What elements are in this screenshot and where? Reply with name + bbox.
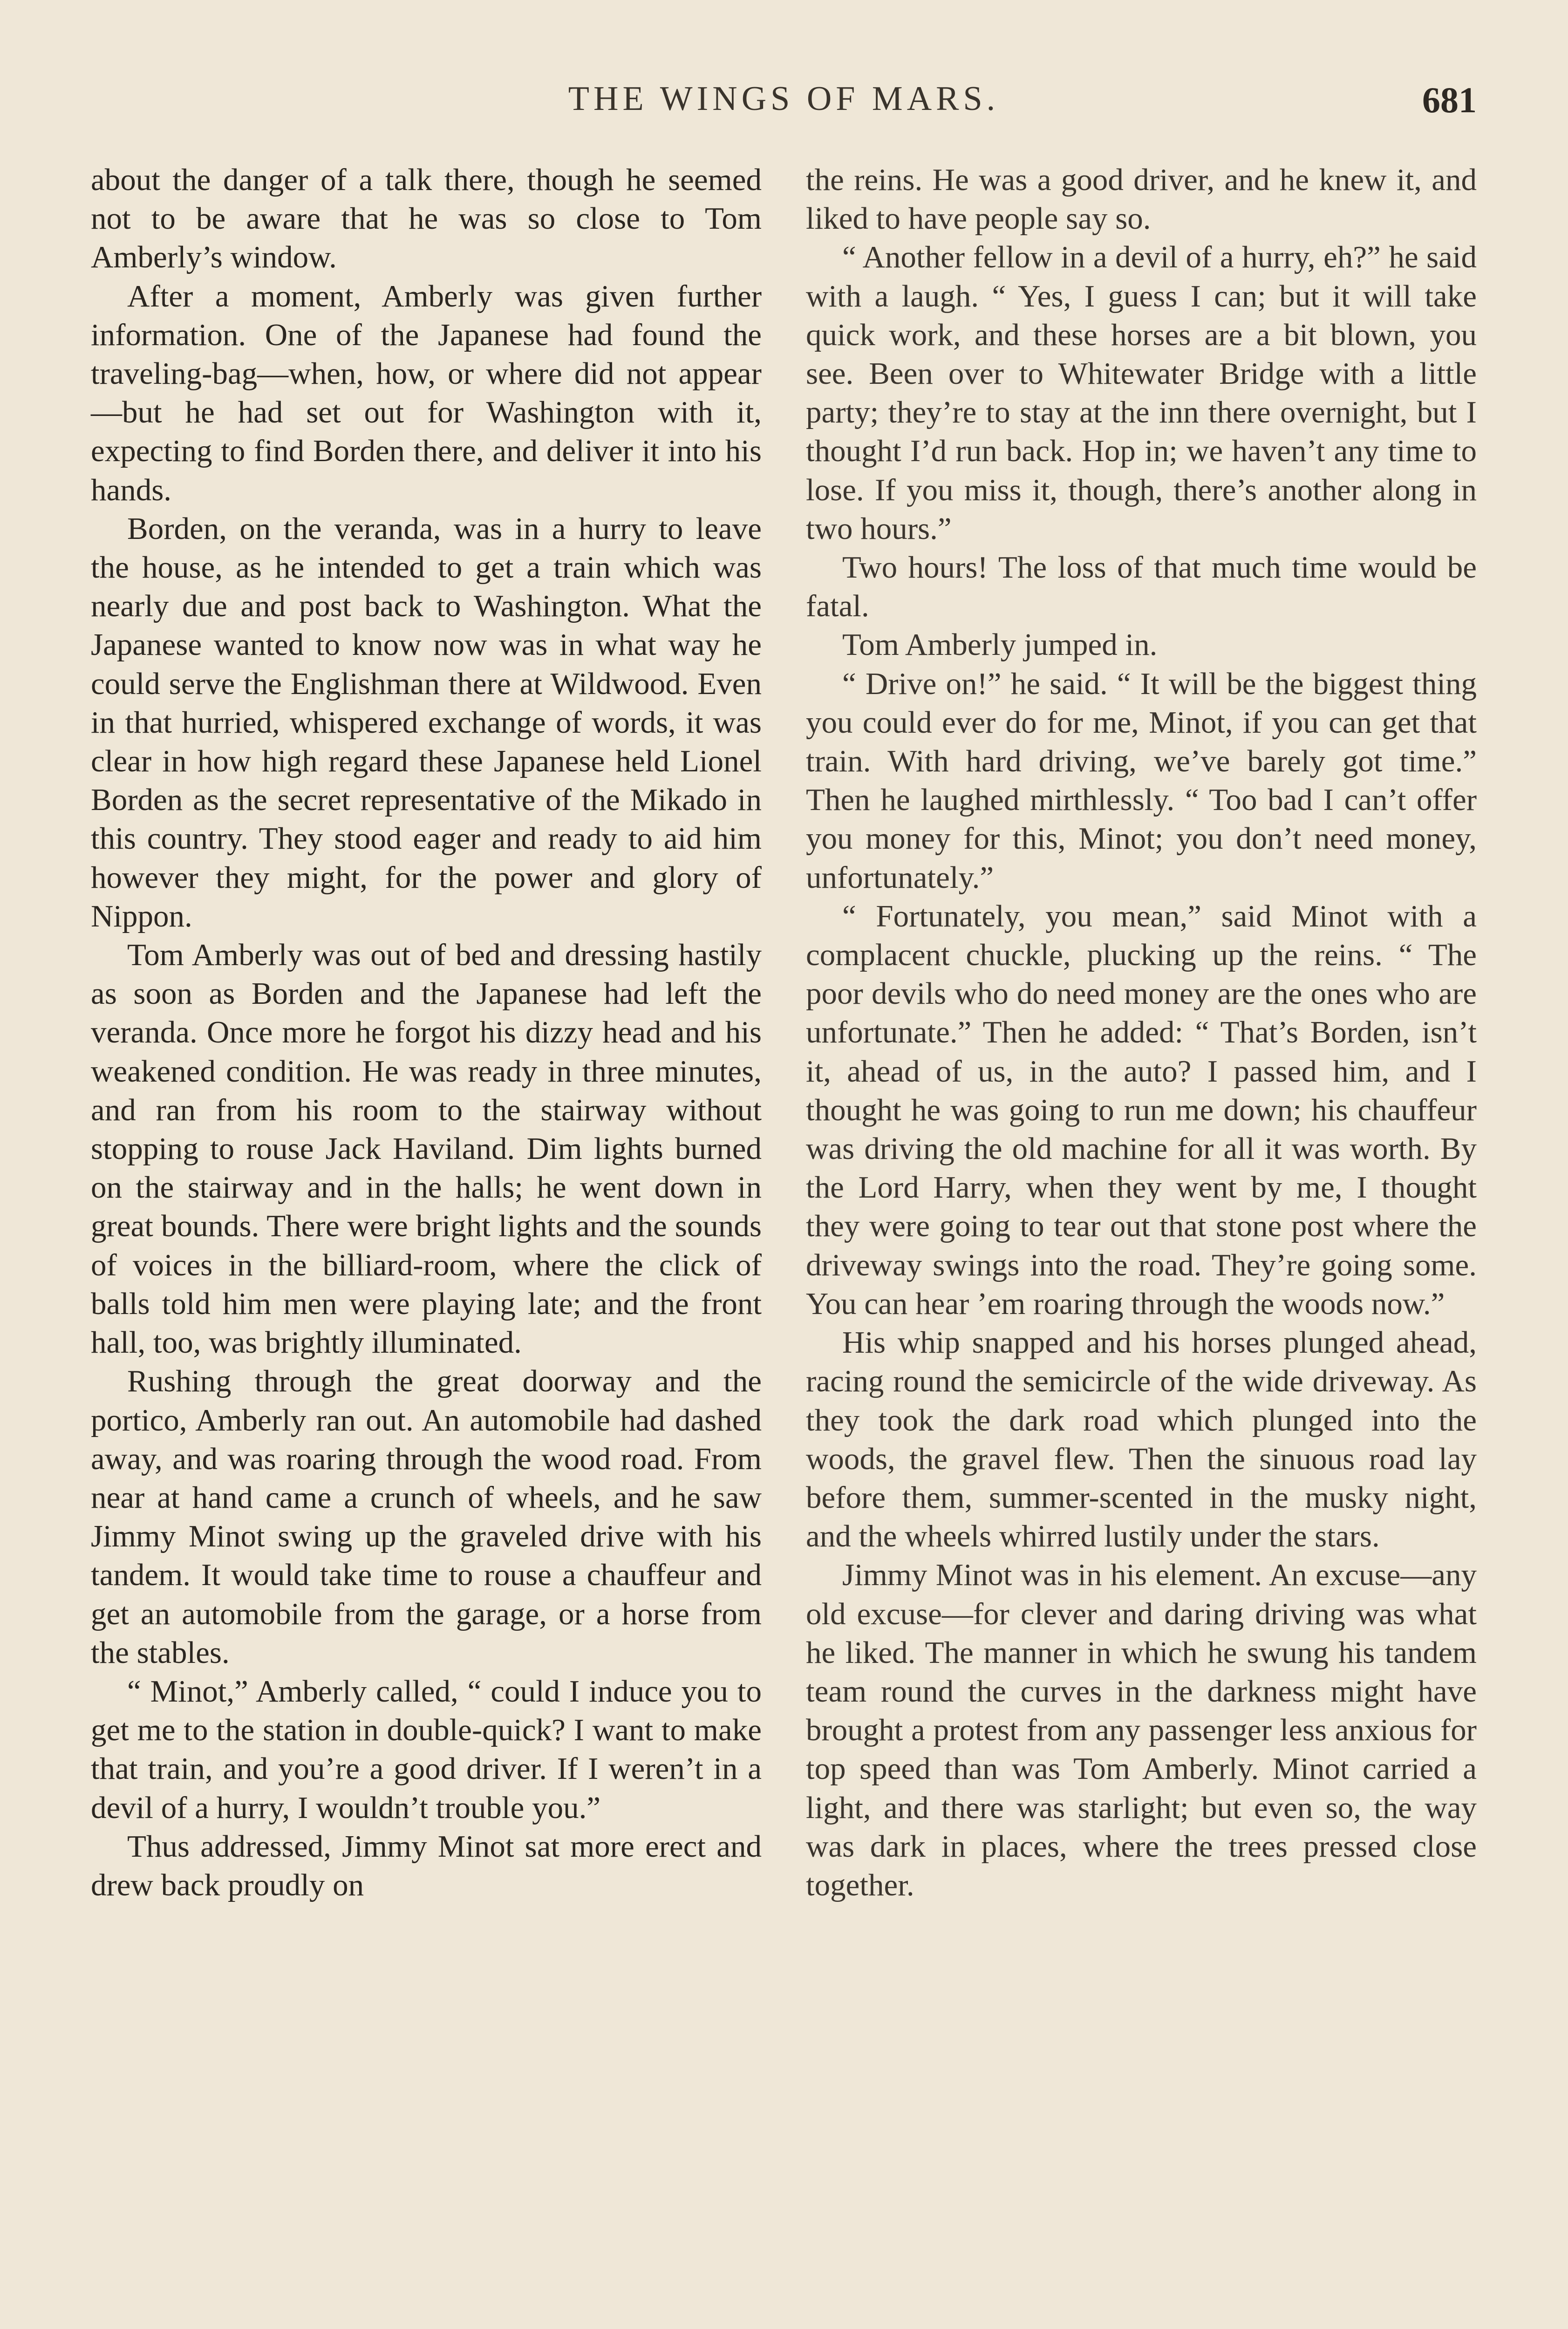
right-column — [806, 161, 1477, 1905]
paragraph: After a moment, Amberly was given further information. One of the Japanese had found the traveling-bag—when, how, or where did not appear—but he had set out for Washington with it, expecting to find Borden there, and deliver it into his hands. — [91, 279, 762, 507]
running-title: THE WINGS OF MARS. — [568, 80, 1000, 118]
paragraph: about the danger of a talk there, though he seemed not to be aware that he was so close to Tom Amberly’s window. — [91, 163, 762, 275]
paragraph: “ Drive on!” he said. “ It will be the biggest thing you could ever do for me, Minot, if you can get that train. With hard driving, we’ve barely got time.” Then he laughed mirthlessly. “ Too bad I can’t offer you money for this, Minot; you don’t need money, unfortunately.” — [806, 666, 1477, 895]
paragraph: Tom Amberly was out of bed and dressing hastily as soon as Borden and the Japanese had left the veranda. Once more he forgot his dizzy head and his weakened condition. He was ready in three minutes, and ran from his room to the stairway without stopping to rouse Jack Haviland. Dim lights burned on the stairway and in the halls; he went down in great bounds. There were bright lights and the sounds of voices in the billiard-room, where the click of balls told him men were playing late; and the front hall, too, was brightly illuminated. — [91, 938, 762, 1360]
paragraph: Borden, on the veranda, was in a hurry to leave the house, as he intended to get a train which was nearly due and post back to Washington. What the Japanese wanted to know now was in what way he could serve the Englishman there at Wildwood. Even in that hurried, whispered exchange of words, it was clear in how high regard these Japanese held Lionel Borden as the secret representative of the Mikado in this country. They stood eager and ready to aid him however they might, for the power and glory of Nippon. — [91, 511, 762, 933]
paragraph: “ Another fellow in a devil of a hurry, eh?” he said with a laugh. “ Yes, I guess I can; but it will take quick work, and these horses are a bit blown, you see. Been over to Whitewater Bridge with a little party; they’re to stay at the inn there overnight, but I thought I’d run back. Hop in; we haven’t any time to lose. If you miss it, though, there’s another along in two hours.” — [806, 240, 1477, 546]
paragraph: Thus addressed, Jimmy Minot sat more erect and drew back proudly on — [91, 1829, 762, 1902]
paragraph: “ Fortunately, you mean,” said Minot with a complacent chuckle, plucking up the reins. “ The poor devils who do need money are the ones who are unfortunate.” Then he added: “ That’s Borden, isn’t it, ahead of us, in the auto? I passed him, and I thought he was going to run me down; his chauffeur was driving the old machine for all it was worth. By the Lord Harry, when they went by me, I thought they were going to tear out that stone post where the driveway swings into the road. They’re going some. You can hear ’em roaring through the woods now.” — [806, 899, 1477, 1321]
page-number: 681 — [1422, 80, 1477, 120]
paragraph: “ Minot,” Amberly called, “ could I induce you to get me to the station in double-quick? I want to make that train, and you’re a good driver. If I weren’t in a devil of a hurry, I wouldn’t trouble you.” — [91, 1674, 762, 1825]
paragraph: Two hours! The loss of that much time would be fatal. — [806, 550, 1477, 624]
left-column — [91, 161, 762, 1905]
paragraph: the reins. He was a good driver, and he knew it, and liked to have people say so. — [806, 163, 1477, 236]
paragraph: Jimmy Minot was in his element. An excuse—any old excuse—for clever and daring driving was what he liked. The manner in which he swung his tandem team round the curves in the darkness might have brought a protest from any passenger less anxious for top speed than was Tom Amberly. Minot carried a light, and there was starlight; but even so, the way was dark in places, where the trees pressed close together. — [806, 1558, 1477, 1902]
paragraph: Rushing through the great doorway and the portico, Amberly ran out. An automobile had dashed away, and was roaring through the wood road. From near at hand came a crunch of wheels, and he saw Jimmy Minot swing up the graveled drive with his tandem. It would take time to rouse a chauffeur and get an automobile from the garage, or a horse from the stables. — [91, 1364, 762, 1670]
page-header — [91, 79, 1477, 135]
paragraph: His whip snapped and his horses plunged ahead, racing round the semicircle of the wide driveway. As they took the dark road which plunged into the woods, the gravel flew. Then the sinuous road lay before them, summer-scented in the musky night, and the wheels whirred lustily under the stars. — [806, 1325, 1477, 1554]
paragraph: Tom Amberly jumped in. — [842, 627, 1158, 662]
